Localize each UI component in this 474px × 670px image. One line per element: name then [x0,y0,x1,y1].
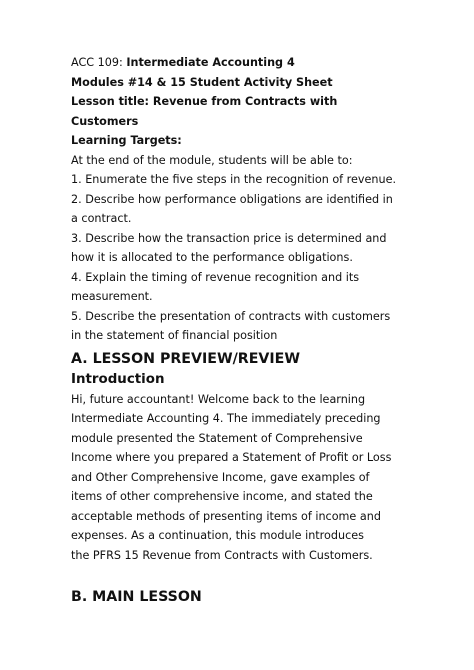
lesson-title-line-1: Lesson title: Revenue from Contracts with [71,95,338,108]
paragraph-line: and Other Comprehensive Income, gave examples of [71,470,370,484]
course-title: Intermediate Accounting 4 [126,56,295,69]
section-a-heading: A. LESSON PREVIEW/REVIEW [71,350,300,367]
paragraph-line: Income where you prepared a Statement of Profit or Loss [71,451,392,464]
targets-list [71,170,434,346]
course-prefix: ACC 109: [71,56,127,69]
targets-intro: At the end of the module, students will be able to: [71,153,353,167]
target-line: how it is allocated to the performance obligations. [71,251,353,264]
paragraph-line: Hi, future accountant! Welcome back to the learning [71,392,366,406]
course-line [71,53,434,73]
paragraph-line: Intermediate Accounting 4. The immediately preceding [71,412,381,425]
introduction-paragraph [71,390,434,566]
paragraph-line: expenses. As a continuation, this module introduces [71,529,364,542]
target-line: measurement. [71,290,153,303]
target-line: a contract. [71,212,132,225]
paragraph-line: items of other comprehensive income, and stated the [71,490,373,503]
target-line: in the statement of financial position [71,329,278,342]
target-line: 1. Enumerate the five steps in the recognition of revenue. [71,173,397,186]
paragraph-line: module presented the Statement of Comprehensive [71,431,363,445]
lesson-title-line-2: Customers [71,114,139,128]
introduction-heading: Introduction [71,371,165,387]
paragraph-line: acceptable methods of presenting items of income and [71,509,381,523]
target-line: 4. Explain the timing of revenue recognition and its [71,270,360,284]
spacer [71,565,434,584]
section-b-heading: B. MAIN LESSON [71,589,202,605]
target-line: 5. Describe the presentation of contracts with customers [71,309,391,323]
modules-title: Modules #14 & 15 Student Activity Sheet [71,75,333,89]
paragraph-line: the PFRS 15 Revenue from Contracts with Customers. [71,548,373,562]
target-line: 3. Describe how the transaction price is determined and [71,231,387,245]
target-line: 2. Describe how performance obligations are identified in [71,192,393,206]
learning-targets-heading: Learning Targets: [71,134,182,147]
